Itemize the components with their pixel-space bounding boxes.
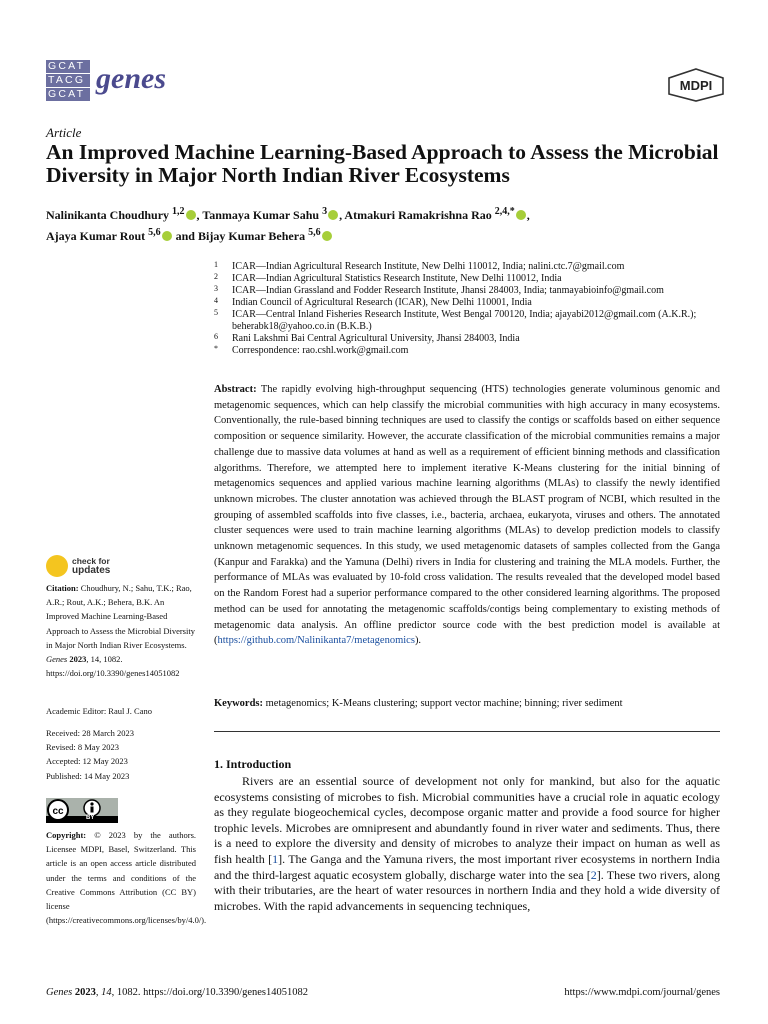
publisher-name: MDPI bbox=[679, 78, 713, 93]
date-revised: Revised: 8 May 2023 bbox=[46, 742, 119, 753]
publication-dates bbox=[46, 726, 196, 783]
affiliation-item: 3 ICAR—Indian Grassland and Fodder Research Institute, Jhansi 284003, India; tanmayabioinfo@gmail.com bbox=[214, 284, 664, 296]
check-updates-icon bbox=[46, 555, 68, 577]
keywords bbox=[214, 697, 720, 711]
date-accepted: Accepted: 12 May 2023 bbox=[46, 756, 128, 767]
abstract-tail: ). bbox=[414, 635, 422, 647]
affiliations bbox=[214, 261, 734, 357]
orcid-icon[interactable] bbox=[516, 210, 526, 220]
orcid-icon[interactable] bbox=[186, 210, 196, 220]
date-received: Received: 28 March 2023 bbox=[46, 728, 135, 738]
affiliation-item: 5 ICAR—Central Inland Fisheries Research Institute, West Bengal 700120, India; ajayabi2012@gmail.com (A.K.R.); beherabk18@yahoo.co.in (B.K.B.) bbox=[214, 308, 697, 332]
orcid-icon[interactable] bbox=[328, 210, 338, 220]
author-affil-mark: 2,4,* bbox=[494, 206, 515, 217]
academic-editor: Academic Editor: Raul J. Cano bbox=[46, 706, 152, 716]
affiliation-item: 1 ICAR—Indian Agricultural Research Institute, New Delhi 110012, India; nalini.ctc.7@gmail.com bbox=[214, 260, 625, 272]
orcid-icon[interactable] bbox=[322, 231, 332, 241]
svg-text:cc: cc bbox=[52, 806, 64, 817]
article-title: An Improved Machine Learning-Based Approach to Assess the Microbial Diversity in Major North Indian River Ecosystems bbox=[46, 140, 719, 187]
author-name[interactable]: Bijay Kumar Behera bbox=[197, 229, 306, 243]
author-name[interactable]: Tanmaya Kumar Sahu bbox=[202, 208, 320, 222]
abstract bbox=[214, 382, 720, 649]
cc-by-license-icon[interactable] bbox=[46, 798, 118, 823]
section-heading: 1. Introduction bbox=[214, 757, 292, 771]
footer-citation: Genes 2023, 14, 1082. https://doi.org/10.3390/genes14051082 bbox=[46, 987, 309, 998]
journal-name[interactable]: genes bbox=[96, 62, 166, 95]
logo-line: GCAT bbox=[46, 88, 90, 101]
author-affil-mark: 5,6 bbox=[308, 227, 321, 238]
author-affil-mark: 3 bbox=[322, 206, 328, 217]
cc-label: BY bbox=[86, 815, 95, 821]
copyright-notice: Copyright: © 2023 by the authors. Licensee MDPI, Basel, Switzerland. This article is an open access article distributed under the terms and conditions of the Creative Commons Attribution (CC BY) license (https://creativecommons.org/licenses/by/4.0/). bbox=[46, 830, 207, 926]
article-type: Article bbox=[46, 125, 82, 140]
page-footer bbox=[46, 987, 720, 998]
author-affil-mark: 5,6 bbox=[148, 227, 161, 238]
orcid-icon[interactable] bbox=[162, 231, 172, 241]
introduction-body bbox=[214, 774, 720, 914]
cc-icon bbox=[46, 798, 118, 823]
date-published: Published: 14 May 2023 bbox=[46, 770, 130, 781]
citation-block: Citation: Choudhury, N.; Sahu, T.K.; Rao, A.R.; Rout, A.K.; Behera, B.K. An Improved Machine Learning-Based Approach to Assess the Microbial Diversity in Major North Indian River Ecosystems. Genes 2023, 14, 1082. https://doi.org/10.3390/genes14051082 bbox=[46, 583, 195, 679]
keywords-text: metagenomics; K-Means clustering; support vector machine; binning; river sediment bbox=[265, 698, 623, 709]
author-name[interactable]: Atmakuri Ramakrishna Rao bbox=[344, 208, 492, 222]
publisher-logo[interactable] bbox=[667, 68, 725, 102]
logo-line: TACG bbox=[46, 74, 90, 87]
check-for-updates-badge[interactable]: check for updates bbox=[46, 555, 166, 583]
affiliation-item: 4 Indian Council of Agricultural Research (ICAR), New Delhi 110001, India bbox=[214, 296, 532, 308]
section-divider bbox=[214, 731, 720, 732]
correspondence: * Correspondence: rao.cshl.work@gmail.com bbox=[214, 344, 409, 356]
affiliation-item: 2 ICAR—Indian Agricultural Statistics Research Institute, New Delhi 110012, India bbox=[214, 272, 562, 284]
author-list: Nalinikanta Choudhury $^{1,2}$ , Tanmaya Kumar Sahu $^3$ , Atmakuri Ramakrishna Rao $^{2,4,*}$ , Ajaya Kumar Rout $^{5,6}$ and Bijay Kumar Behera $^{5,6}$ bbox=[46, 206, 530, 243]
author-affil-mark: 1,2 bbox=[172, 206, 185, 217]
journal-url[interactable]: https://www.mdpi.com/journal/genes bbox=[564, 987, 720, 998]
author-name[interactable]: Nalinikanta Choudhury bbox=[46, 208, 170, 222]
logo-line: GCAT bbox=[46, 60, 90, 73]
reference-link[interactable]: 2 bbox=[590, 867, 597, 882]
abstract-label: Abstract: bbox=[214, 384, 257, 395]
abstract-text: The rapidly evolving high-throughput sequencing (HTS) technologies generate voluminous genomic and metagenomic sequences, which can help classify the microbial communities with high accuracy in many ecosystems. Conventionally, the rule-based binning techniques are used to classify the contigs or scaffolds based on either sequence composition or sequence similarity. However, the accurate classification of the microbial communities remains a major challenge due to massive data volumes at hand as well as a requirement of efficient binning methods and classification algorithms. Therefore, we attempted here to implement iterative K-Means clustering for the initial binning of metagenomics sequences and applied various machine learning algorithms (MLAs) to classify the newly identified unknown microbes. The cluster annotation was achieved through the BLAST program of NCBI, which resulted in the grouping of assembled scaffolds into five classes, i.e., bacteria, archaea, eukaryota, viruses and others. The annotated cluster sequences were used to train machine learning algorithms (MLAs) to develop prediction models to classify unknown metagenomic sequences. In this study, we used metagenomic datasets of samples collected from the Ganga (Kanpur and Farakka) and the Yamuna (Delhi) rivers in India for clustering and training the MLA models. Further, the performance of MLAs was evaluated by 10-fold cross validation. The results revealed that the developed model based on the Random Forest had a superior performance compared to the other considered learning algorithms. The proposed method can be used for annotating the metagenomic scaffolds/contigs being complementary to existing methods of metagenomic data analysis. An offline predictor source code with the best prediction model is available at ( bbox=[214, 384, 720, 647]
journal-logo bbox=[46, 60, 90, 102]
reference-link[interactable]: 1 bbox=[272, 851, 279, 866]
affiliation-item: 6 Rani Lakshmi Bai Central Agricultural University, Jhansi 284003, India bbox=[214, 332, 520, 344]
keywords-label: Keywords: bbox=[214, 698, 263, 709]
paragraph: Rivers are an essential source of development not only for mankind, but also for the aquatic ecosystems consisting of microbes to fish. Microbial communities have a crucial role in aquatic ecology as they regulate biogeochemical cycles, decompose organic matter and provide a food source for higher trophic levels. Microbes are omnipresent and abundantly found in river water and sediments. Thus, there is a need to explore the diversity and density of microbes to analyze their impact on human as well as fish health [1]. The Ganga and the Yamuna rivers, the most important river ecosystems in northern India and the third-largest aquatic ecosystem globally, discharge water into the sea [2]. These two rivers, along with their tributaries, are the heart of water resources in northern India and they hold a wide diversity of microbes. With the rapid advancements in sequencing techniques, bbox=[214, 774, 720, 913]
author-name[interactable]: Ajaya Kumar Rout bbox=[46, 229, 146, 243]
source-code-link[interactable]: https://github.com/Nalinikanta7/metagenomics bbox=[217, 635, 415, 647]
